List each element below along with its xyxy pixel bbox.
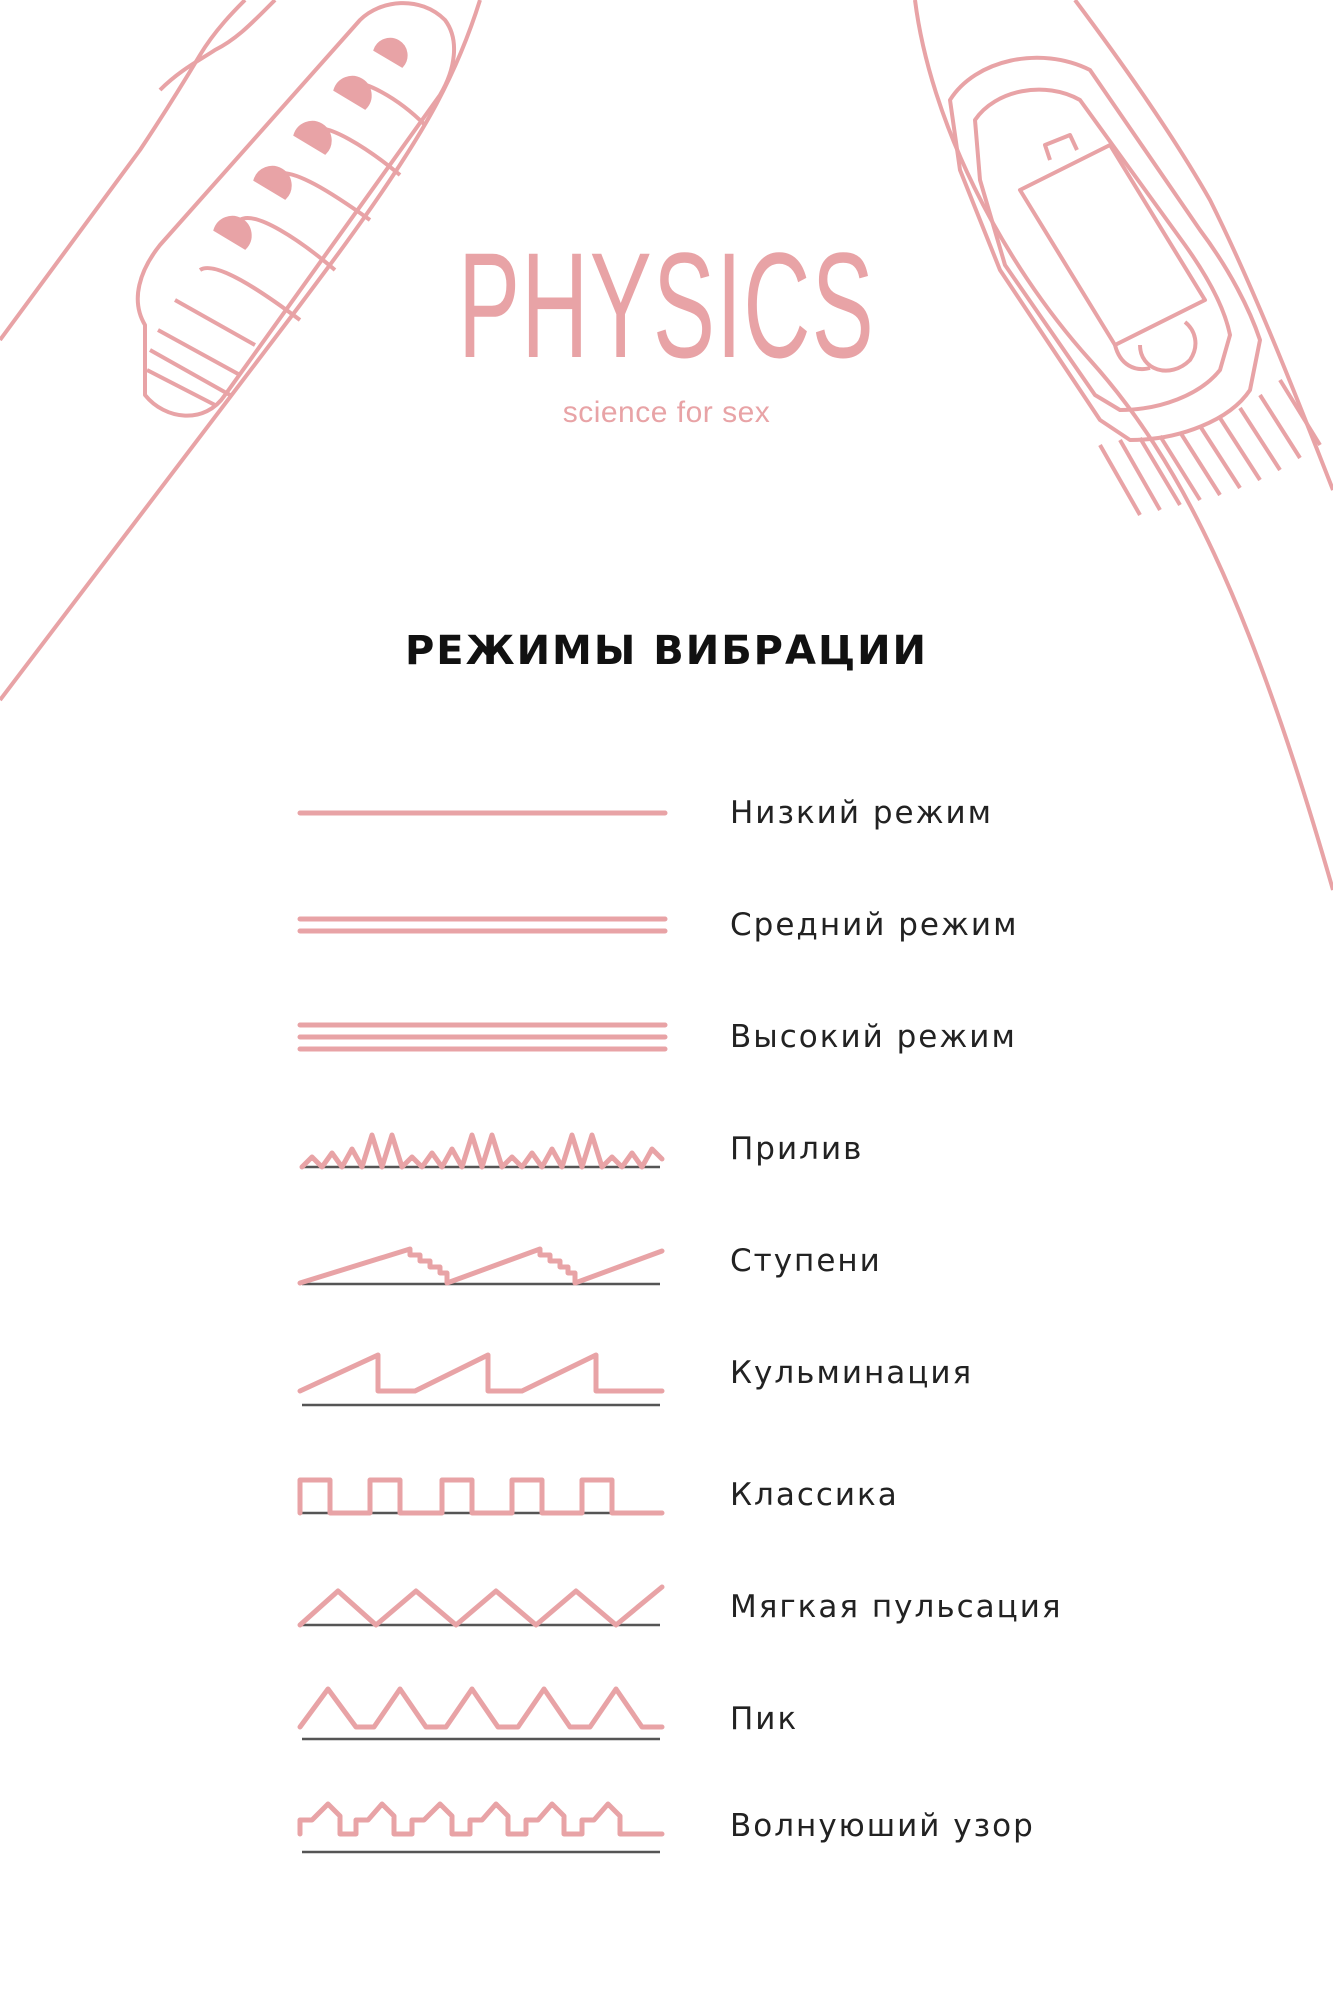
mode-row-wavy-pattern <box>290 1786 1190 1866</box>
peak-wave-icon <box>290 1679 670 1759</box>
culmination-wave-icon <box>290 1333 670 1413</box>
mode-label: Мягкая пульсация <box>730 1589 1063 1625</box>
mode-label: Пик <box>730 1701 799 1737</box>
mode-label: Прилив <box>730 1131 864 1167</box>
mode-row-low <box>290 773 1190 853</box>
mode-label: Кульминация <box>730 1355 974 1391</box>
right-vibrator-illustration-icon <box>915 0 1333 890</box>
mode-row-classic <box>290 1455 1190 1535</box>
mode-row-culmination <box>290 1333 1190 1413</box>
brand-tagline: science for sex <box>562 396 771 429</box>
mode-row-soft-pulse <box>290 1567 1190 1647</box>
square-wave-icon <box>290 1455 670 1535</box>
mode-row-medium <box>290 885 1190 965</box>
mode-label: Средний режим <box>730 907 1019 943</box>
mode-label: Волнуюший узор <box>730 1808 1035 1844</box>
surge-wave-icon <box>290 1109 670 1189</box>
mode-row-surge <box>290 1109 1190 1189</box>
mode-label: Низкий режим <box>730 795 994 831</box>
mode-row-high <box>290 997 1190 1077</box>
single-line-icon <box>290 773 670 853</box>
brand-logo-name: PHYSICS <box>458 221 875 389</box>
page-title: РЕЖИМЫ ВИБРАЦИИ <box>404 628 929 674</box>
soft-pulse-wave-icon <box>290 1567 670 1647</box>
mode-row-peak <box>290 1679 1190 1759</box>
mode-label: Ступени <box>730 1243 882 1279</box>
wavy-pattern-icon <box>290 1786 670 1866</box>
steps-wave-icon <box>290 1221 670 1301</box>
mode-label: Классика <box>730 1477 899 1513</box>
double-line-icon <box>290 885 670 965</box>
triple-line-icon <box>290 997 670 1077</box>
mode-label: Высокий режим <box>730 1019 1017 1055</box>
mode-row-steps <box>290 1221 1190 1301</box>
